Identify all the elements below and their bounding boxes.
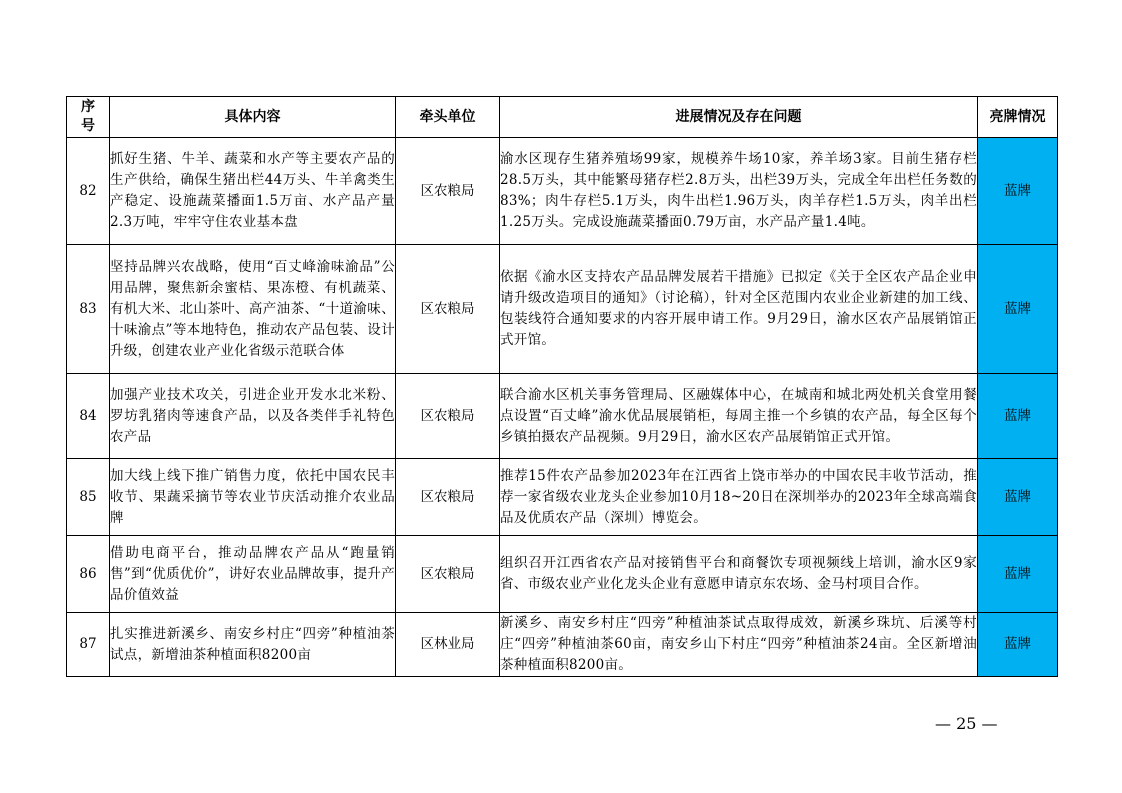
row-lead-unit: 区农粮局 (396, 138, 500, 245)
row-lead-unit: 区农粮局 (396, 374, 500, 459)
row-lead-unit: 区农粮局 (396, 245, 500, 374)
row-progress: 组织召开江西省农产品对接销售平台和商餐饮专项视频线上培训，渝水区9家省、市级农业产业化龙头企业有意愿申请京东农场、金马村项目合作。 (500, 536, 978, 613)
row-content: 加大线上线下推广销售力度，依托中国农民丰收节、果蔬采摘节等农业节庆活动推介农业品牌 (110, 459, 396, 536)
header-lead-unit: 牵头单位 (396, 97, 500, 138)
row-progress: 依据《渝水区支持农产品品牌发展若干措施》已拟定《关于全区农产品企业申请升级改造项目的通知》（讨论稿），针对全区范围内农业企业新建的加工线、包装线符合通知要求的内容开展申请工作。9月29日，渝水区农产品展销馆正式开馆。 (500, 245, 978, 374)
row-progress: 渝水区现存生猪养殖场99家，规模养牛场10家，养羊场3家。目前生猪存栏28.5万头，其中能繁母猪存栏2.8万头，出栏39万头，完成全年出栏任务数的83%；肉牛存栏5.1万头，肉牛出栏1.96万头，肉羊存栏1.5万头，肉羊出栏1.25万头。完成设施蔬菜播面0.79万亩，水产品产量1.4吨。 (500, 138, 978, 245)
header-progress: 进展情况及存在问题 (500, 97, 978, 138)
row-content: 坚持品牌兴农战略，使用“百丈峰渝味渝品”公用品牌，聚焦新余蜜桔、果冻橙、有机蔬菜、有机大米、北山茶叶、高产油茶、“十道渝味、十味渝点”等本地特色，推动农产品包装、设计升级，创建农业产业化省级示范联合体 (110, 245, 396, 374)
header-row (67, 97, 1058, 138)
table-row (67, 138, 1058, 245)
row-lead-unit: 区农粮局 (396, 459, 500, 536)
status-badge: 蓝牌 (978, 536, 1058, 613)
status-badge: 蓝牌 (978, 374, 1058, 459)
row-progress: 推荐15件农产品参加2023年在江西省上饶市举办的中国农民丰收节活动，推荐一家省级农业龙头企业参加10月18~20日在深圳举办的2023年全球高端食品及优质农产品（深圳）博览会。 (500, 459, 978, 536)
row-number: 82 (67, 138, 110, 245)
row-number: 85 (67, 459, 110, 536)
row-number: 87 (67, 613, 110, 677)
row-number: 86 (67, 536, 110, 613)
table-row (67, 245, 1058, 374)
row-number: 84 (67, 374, 110, 459)
row-content: 扎实推进新溪乡、南安乡村庄“四旁”种植油茶试点，新增油茶种植面积8200亩 (110, 613, 396, 677)
status-badge: 蓝牌 (978, 245, 1058, 374)
row-progress: 新溪乡、南安乡村庄“四旁”种植油茶试点取得成效，新溪乡珠坑、后溪等村庄“四旁”种植油茶60亩，南安乡山下村庄“四旁”种植油茶24亩。全区新增油茶种植面积8200亩。 (500, 613, 978, 677)
table-row (67, 536, 1058, 613)
table-row (67, 374, 1058, 459)
row-lead-unit: 区林业局 (396, 613, 500, 677)
page-number: — 25 — (935, 714, 998, 733)
table-row (67, 613, 1058, 677)
row-number: 83 (67, 245, 110, 374)
row-content: 抓好生猪、牛羊、蔬菜和水产等主要农产品的生产供给，确保生猪出栏44万头、牛羊禽类生产稳定、设施蔬菜播面1.5万亩、水产品产量2.3万吨，牢牢守住农业基本盘 (110, 138, 396, 245)
row-progress: 联合渝水区机关事务管理局、区融媒体中心，在城南和城北两处机关食堂用餐点设置“百丈峰”渝水优品展展销柜，每周主推一个乡镇的农产品，每全区每个乡镇拍摄农产品视频。9月29日，渝水区农产品展销馆正式开馆。 (500, 374, 978, 459)
row-lead-unit: 区农粮局 (396, 536, 500, 613)
status-badge: 蓝牌 (978, 613, 1058, 677)
row-content: 加强产业技术攻关，引进企业开发水北米粉、罗坊乳猪肉等速食产品，以及各类伴手礼特色农产品 (110, 374, 396, 459)
status-badge: 蓝牌 (978, 138, 1058, 245)
header-status: 亮牌情况 (978, 97, 1058, 138)
progress-table (66, 96, 1058, 677)
header-content: 具体内容 (110, 97, 396, 138)
status-badge: 蓝牌 (978, 459, 1058, 536)
row-content: 借助电商平台，推动品牌农产品从“跑量销售”到“优质优价”，讲好农业品牌故事，提升产品价值效益 (110, 536, 396, 613)
header-seq: 序号 (67, 97, 110, 138)
table-row (67, 459, 1058, 536)
